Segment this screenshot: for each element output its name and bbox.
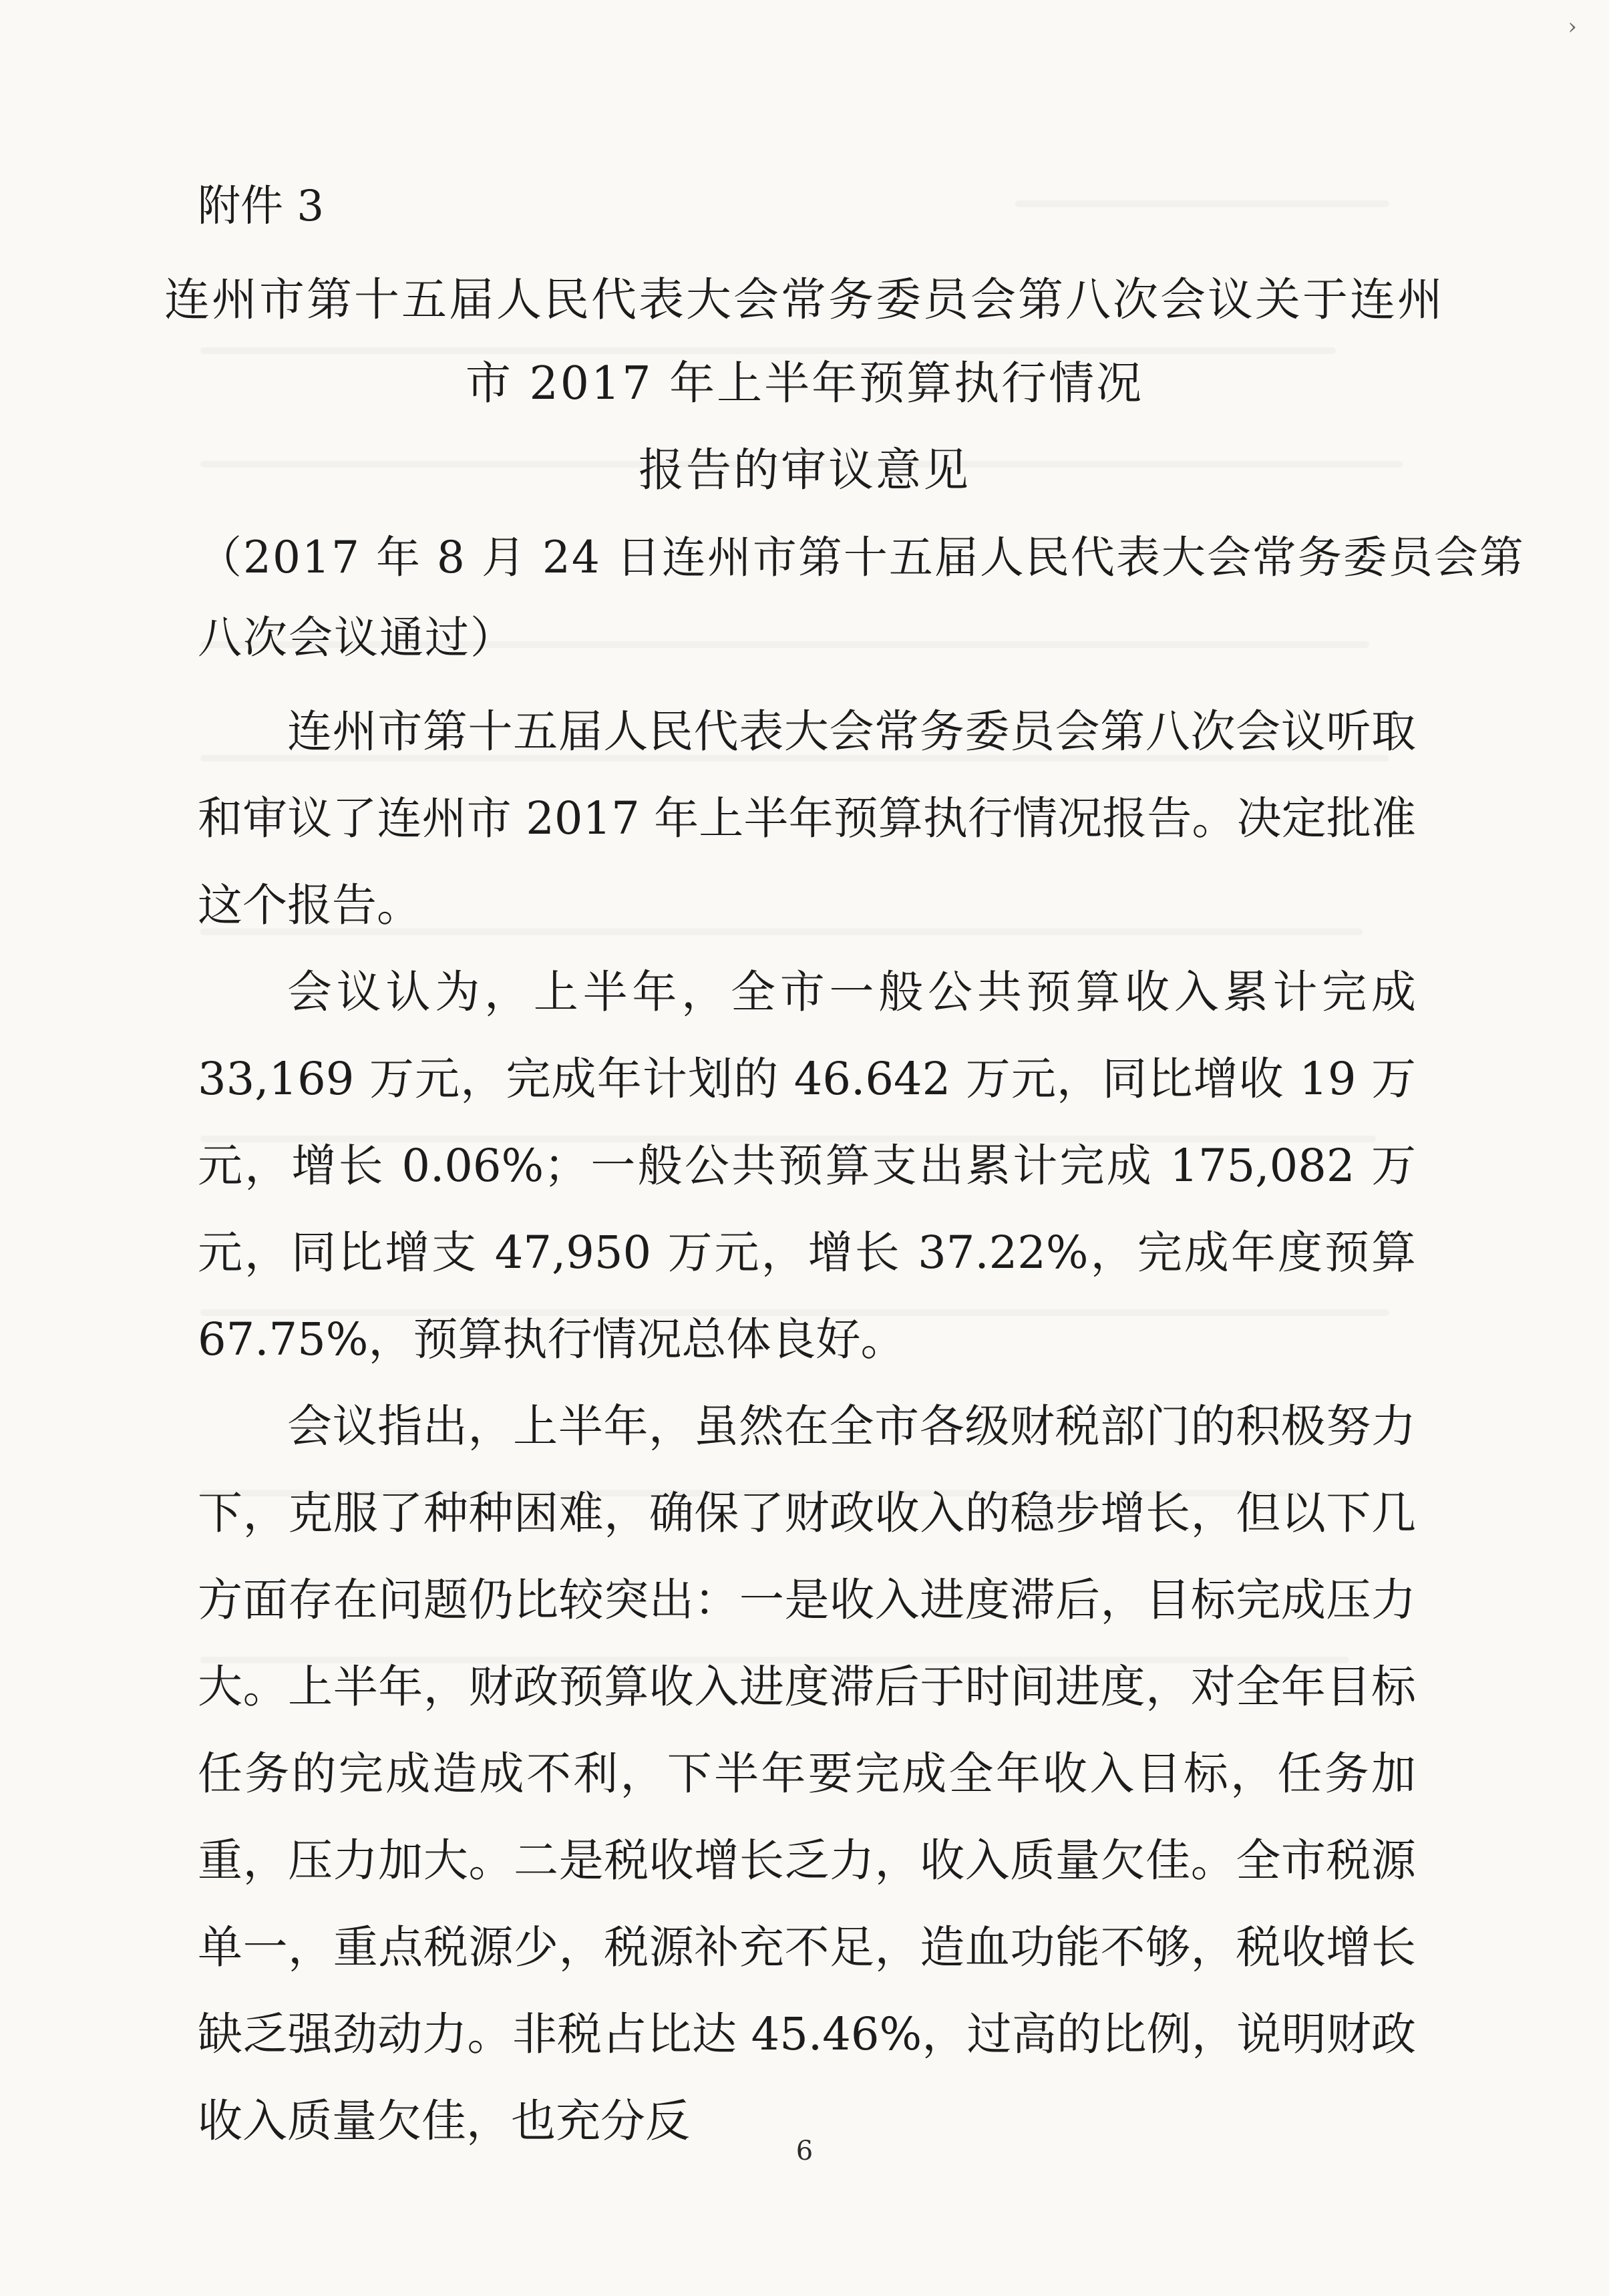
title-line-1: 连州市第十五届人民代表大会常务委员会第八次会议关于连州 <box>164 274 1445 327</box>
adopted-note-line-2: 八次会议通过） <box>198 612 516 663</box>
paragraph-2: 会议认为，上半年，全市一般公共预算收入累计完成 33,169 万元，完成年计划的 46.642 万元，同比增收 19 万元，增长 0.06%；一般公共预算支出累计完成 175,082 万元，同比增支 47,950 万元，增长 37.22%，完成年度预算 67.75%，预算执行情况总体良好。 <box>198 966 1431 1365</box>
adopted-note-line-1: （2017 年 8 月 24 日连州市第十五届人民代表大会常务委员会第 <box>198 532 1525 583</box>
paragraph-1: 连州市第十五届人民代表大会常务委员会第八次会议听取和审议了连州市 2017 年上半年预算执行情况报告。决定批准这个报告。 <box>198 705 1416 931</box>
corner-mark: › <box>1568 13 1577 40</box>
annex-label: 附件 3 <box>198 182 325 231</box>
title-line-3: 报告的审议意见 <box>638 444 970 497</box>
paragraph-3: 会议指出，上半年，虽然在全市各级财税部门的积极努力下，克服了种种困难，确保了财政收入的稳步增长，但以下几方面存在问题仍比较突出：一是收入进度滞后，目标完成压力大。上半年，财政预算收入进度滞后于时间进度，对全年目标任务的完成造成不利，下半年要完成全年收入目标，任务加重，压力加大。二是税收增长乏力，收入质量欠佳。全市税源单一，重点税源少，税源补充不足，造血功能不够，税收增长缺乏强劲动力。非税占比达 45.46%，过高的比例，说明财政收入质量欠佳，也充分反 <box>198 1400 1416 2147</box>
page-number: 6 <box>795 2136 814 2166</box>
title-line-2: 市 2017 年上半年预算执行情况 <box>465 357 1144 410</box>
